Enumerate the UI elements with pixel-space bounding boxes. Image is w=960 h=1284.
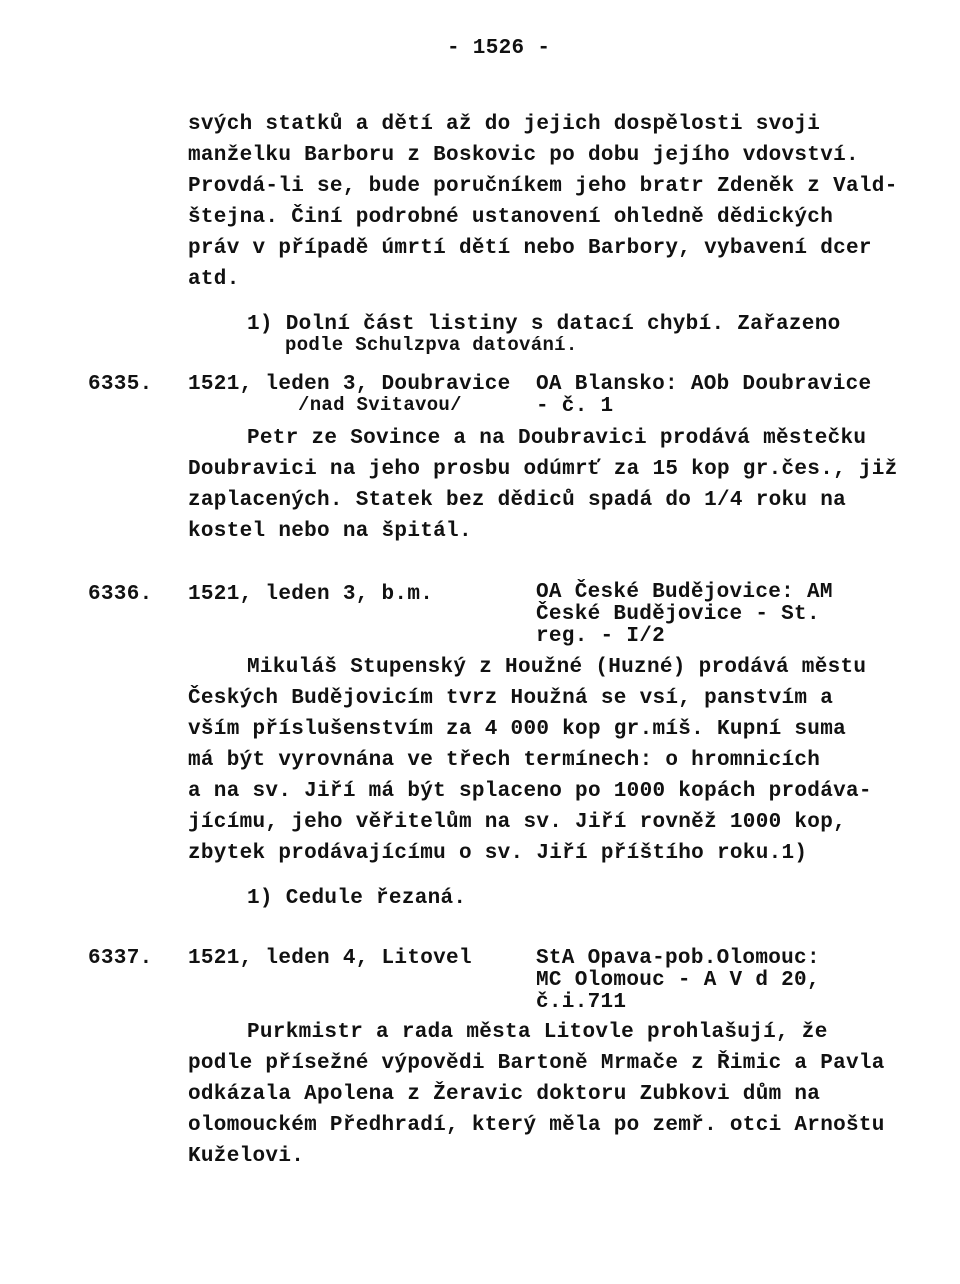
entry-number: 6337. (88, 947, 153, 970)
intro-line: atd. (188, 268, 240, 291)
entry-number: 6335. (88, 373, 153, 396)
entry-text: jícímu, jeho věřitelům na sv. Jiří rovněž 1000 kop, (188, 811, 847, 834)
entry-archive: OA České Budějovice: AM (536, 581, 833, 604)
entry-archive: StA Opava-pob.Olomouc: (536, 947, 820, 970)
entry-text: vším příslušenstvím za 4 000 kop gr.míš. Kupní suma (188, 718, 847, 741)
intro-line: štejna. Činí podrobné ustanovení ohledně dědických (188, 206, 834, 229)
intro-line: manželku Barboru z Boskovic po dobu jejího vdovství. (188, 144, 859, 167)
entry-text: olomouckém Předhradí, který měla po zemř. otci Arnoštu (188, 1114, 885, 1137)
entry-text: a na sv. Jiří má být splaceno po 1000 kopách prodáva- (188, 780, 872, 803)
entry-text: Purkmistr a rada města Litovle prohlašují, že (247, 1021, 828, 1044)
intro-line: svých statků a dětí až do jejich dospělosti svoji (188, 113, 821, 136)
entry-archive: - č. 1 (536, 395, 614, 418)
entry-text: Mikuláš Stupenský z Houžné (Huzné) prodává městu (247, 656, 867, 679)
entry-text: Petr ze Sovince a na Doubravici prodává městečku (247, 427, 867, 450)
entry-archive: reg. - I/2 (536, 625, 666, 648)
entry-date: 1521, leden 3, Doubravice (188, 373, 511, 396)
entry-text: Českých Budějovicím tvrz Houžná se vsí, panstvím a (188, 687, 834, 710)
intro-footnote: 1) Dolní část listiny s datací chybí. Zařazeno (247, 313, 841, 336)
entry-text: odkázala Apolena z Žeravic doktoru Zubkovi dům na (188, 1083, 821, 1106)
entry-text: Doubravici na jeho prosbu odúmrť za 15 kop gr.čes., již (188, 458, 898, 481)
entry-text: zbytek prodávajícímu o sv. Jiří příštího roku.1) (188, 842, 808, 865)
intro-footnote: podle Schulzpva datování. (285, 334, 578, 356)
entry-footnote: 1) Cedule řezaná. (247, 887, 467, 910)
entry-archive: OA Blansko: AOb Doubravice (536, 373, 872, 396)
entry-text: podle přísežné výpovědi Bartoně Mrmače z Řimic a Pavla (188, 1052, 885, 1075)
entry-text: má být vyrovnána ve třech termínech: o hromnicích (188, 749, 821, 772)
entry-date: 1521, leden 4, Litovel (188, 947, 472, 970)
entry-date: /nad Svitavou/ (298, 394, 462, 416)
entry-archive: č.i.711 (536, 991, 627, 1014)
entry-text: zaplacených. Statek bez dědiců spadá do 1/4 roku na (188, 489, 847, 512)
intro-line: Provdá-li se, bude poručníkem jeho bratr Zdeněk z Vald- (188, 175, 898, 198)
entry-date: 1521, leden 3, b.m. (188, 583, 434, 606)
entry-text: Kuželovi. (188, 1145, 305, 1168)
entry-number: 6336. (88, 583, 153, 606)
entry-archive: České Budějovice - St. (536, 603, 820, 626)
intro-line: práv v případě úmrtí dětí nebo Barbory, vybavení dcer (188, 237, 872, 260)
entry-archive: MC Olomouc - A V d 20, (536, 969, 820, 992)
entry-text: kostel nebo na špitál. (188, 520, 472, 543)
page-number: - 1526 - (447, 37, 551, 60)
